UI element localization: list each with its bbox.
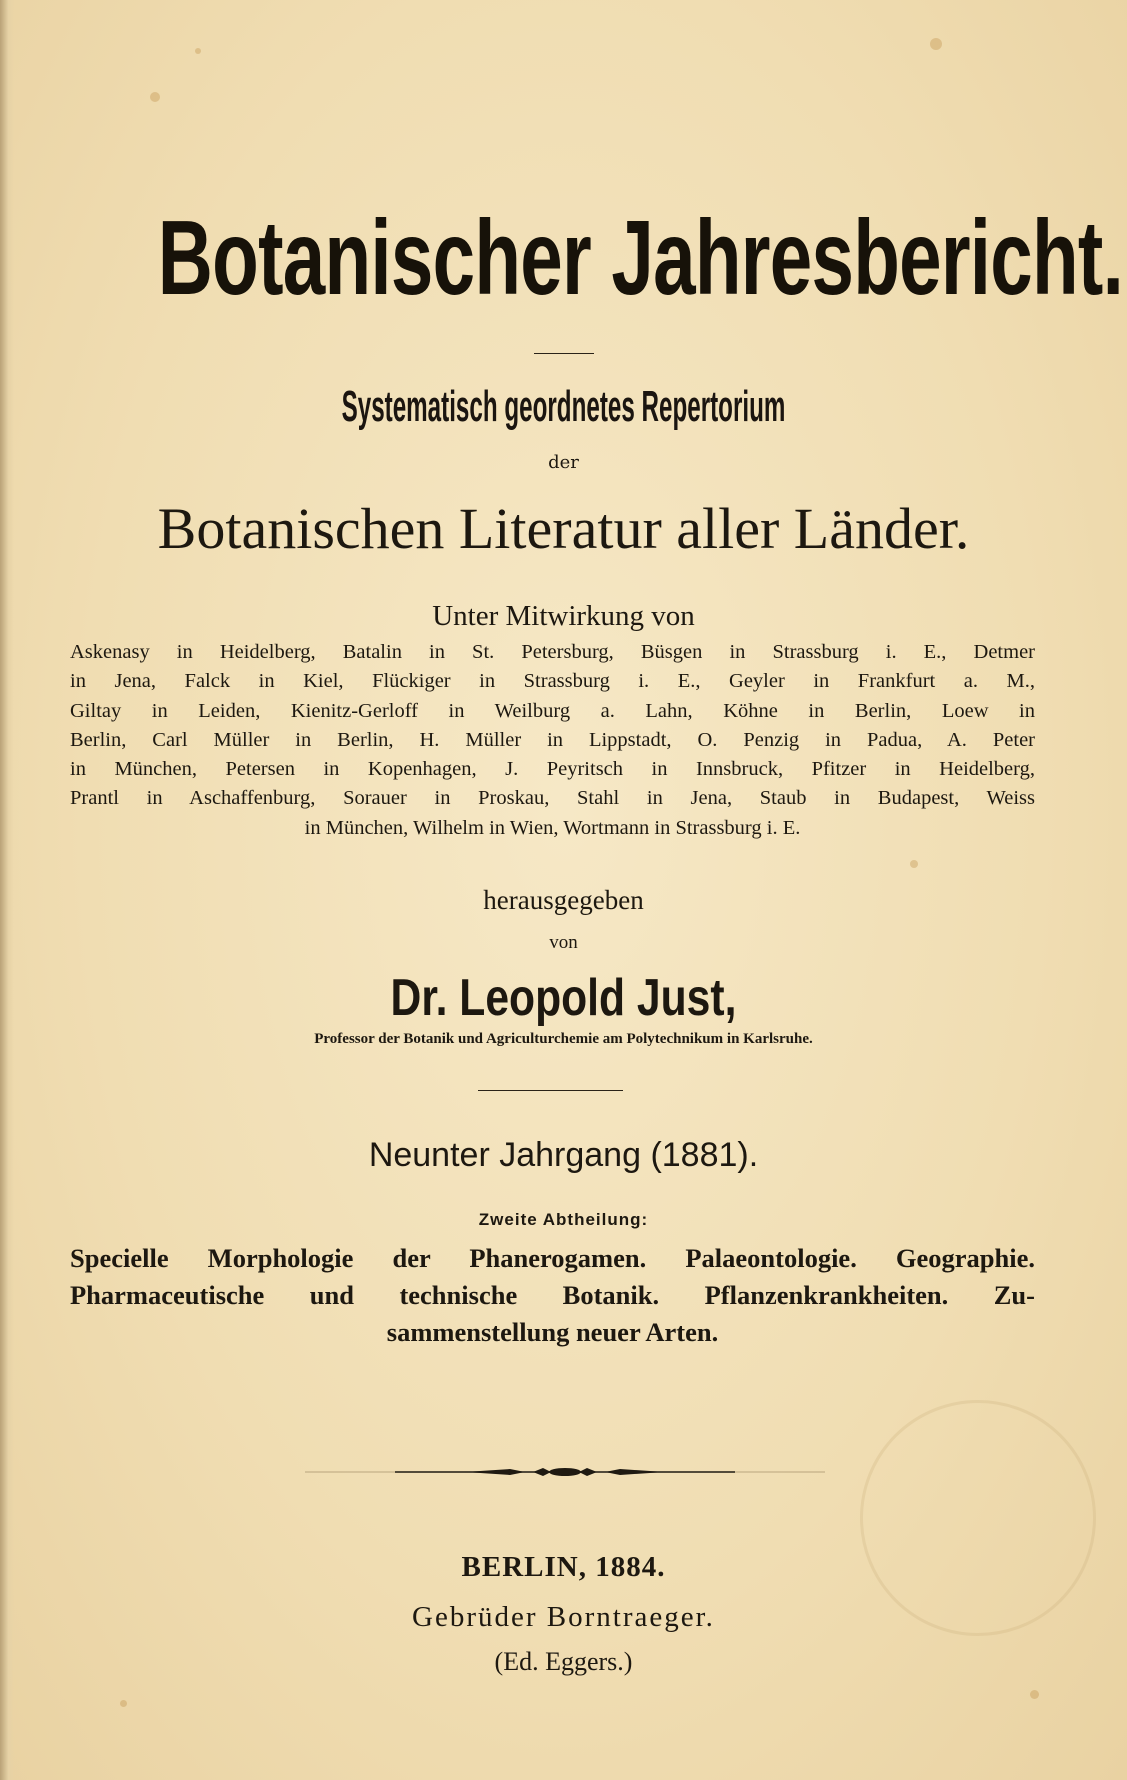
contributors-line: Askenasy in Heidelberg, Batalin in St. Petersburg, Büsgen in Strassburg i. E., Detmer: [70, 641, 1035, 663]
abtheilung-label: Zweite Abtheilung:: [478, 1210, 649, 1229]
contributors-line: in München, Wilhelm in Wien, Wortmann in Strassburg i. E.: [304, 816, 801, 839]
contributors-line: Berlin, Carl Müller in Berlin, H. Müller in Lippstadt, O. Penzig in Padua, A. Peter: [70, 728, 1035, 751]
contents-line: Specielle Morphologie der Phanerogamen. Palaeontologie. Geographie.: [70, 1243, 1035, 1273]
ornament-divider: [305, 1464, 825, 1480]
unter-mitwirkung: Unter Mitwirkung von: [432, 600, 695, 632]
main-title: Botanischer Jahresbericht.: [157, 199, 1124, 317]
subtitle: Systematisch geordnetes Repertorium: [341, 382, 786, 431]
der-text: der: [548, 452, 579, 473]
contents-line: sammenstellung neuer Arten.: [386, 1317, 719, 1347]
contributors-list: [70, 638, 1035, 843]
contributors-line: Giltay in Leiden, Kienitz-Gerloff in Weilburg a. Lahn, Köhne in Berlin, Loew in: [70, 699, 1035, 722]
herausgegeben-text: herausgegeben: [483, 885, 644, 915]
publisher-note: (Ed. Eggers.): [494, 1647, 633, 1676]
jahrgang-heading: Neunter Jahrgang (1881).: [368, 1136, 759, 1174]
contributors-line: in Jena, Falck in Kiel, Flückiger in Strassburg i. E., Geyler in Frankfurt a. M.,: [70, 670, 1035, 693]
contents-list: [70, 1240, 1035, 1351]
editor-name: Dr. Leopold Just,: [390, 969, 737, 1027]
von-text: von: [549, 932, 578, 953]
contributors-line: Prantl in Aschaffenburg, Sorauer in Proskau, Stahl in Jena, Staub in Budapest, Weiss: [70, 787, 1035, 810]
publication-city-year: BERLIN, 1884.: [461, 1551, 666, 1583]
contents-line: Pharmaceutische und technische Botanik. Pflanzenkrankheiten. Zu-: [70, 1280, 1035, 1310]
section-rule: [478, 1090, 623, 1091]
editor-title: Professor der Botanik und Agriculturchemie am Polytechnikum in Karlsruhe.: [314, 1031, 813, 1047]
contributors-line: in München, Petersen in Kopenhagen, J. Peyritsch in Innsbruck, Pfitzer in Heidelberg,: [70, 758, 1035, 781]
title-rule: [534, 353, 594, 354]
publisher-name: Gebrüder Borntraeger.: [412, 1601, 715, 1633]
literature-heading: Botanischen Literatur aller Länder.: [157, 496, 970, 561]
